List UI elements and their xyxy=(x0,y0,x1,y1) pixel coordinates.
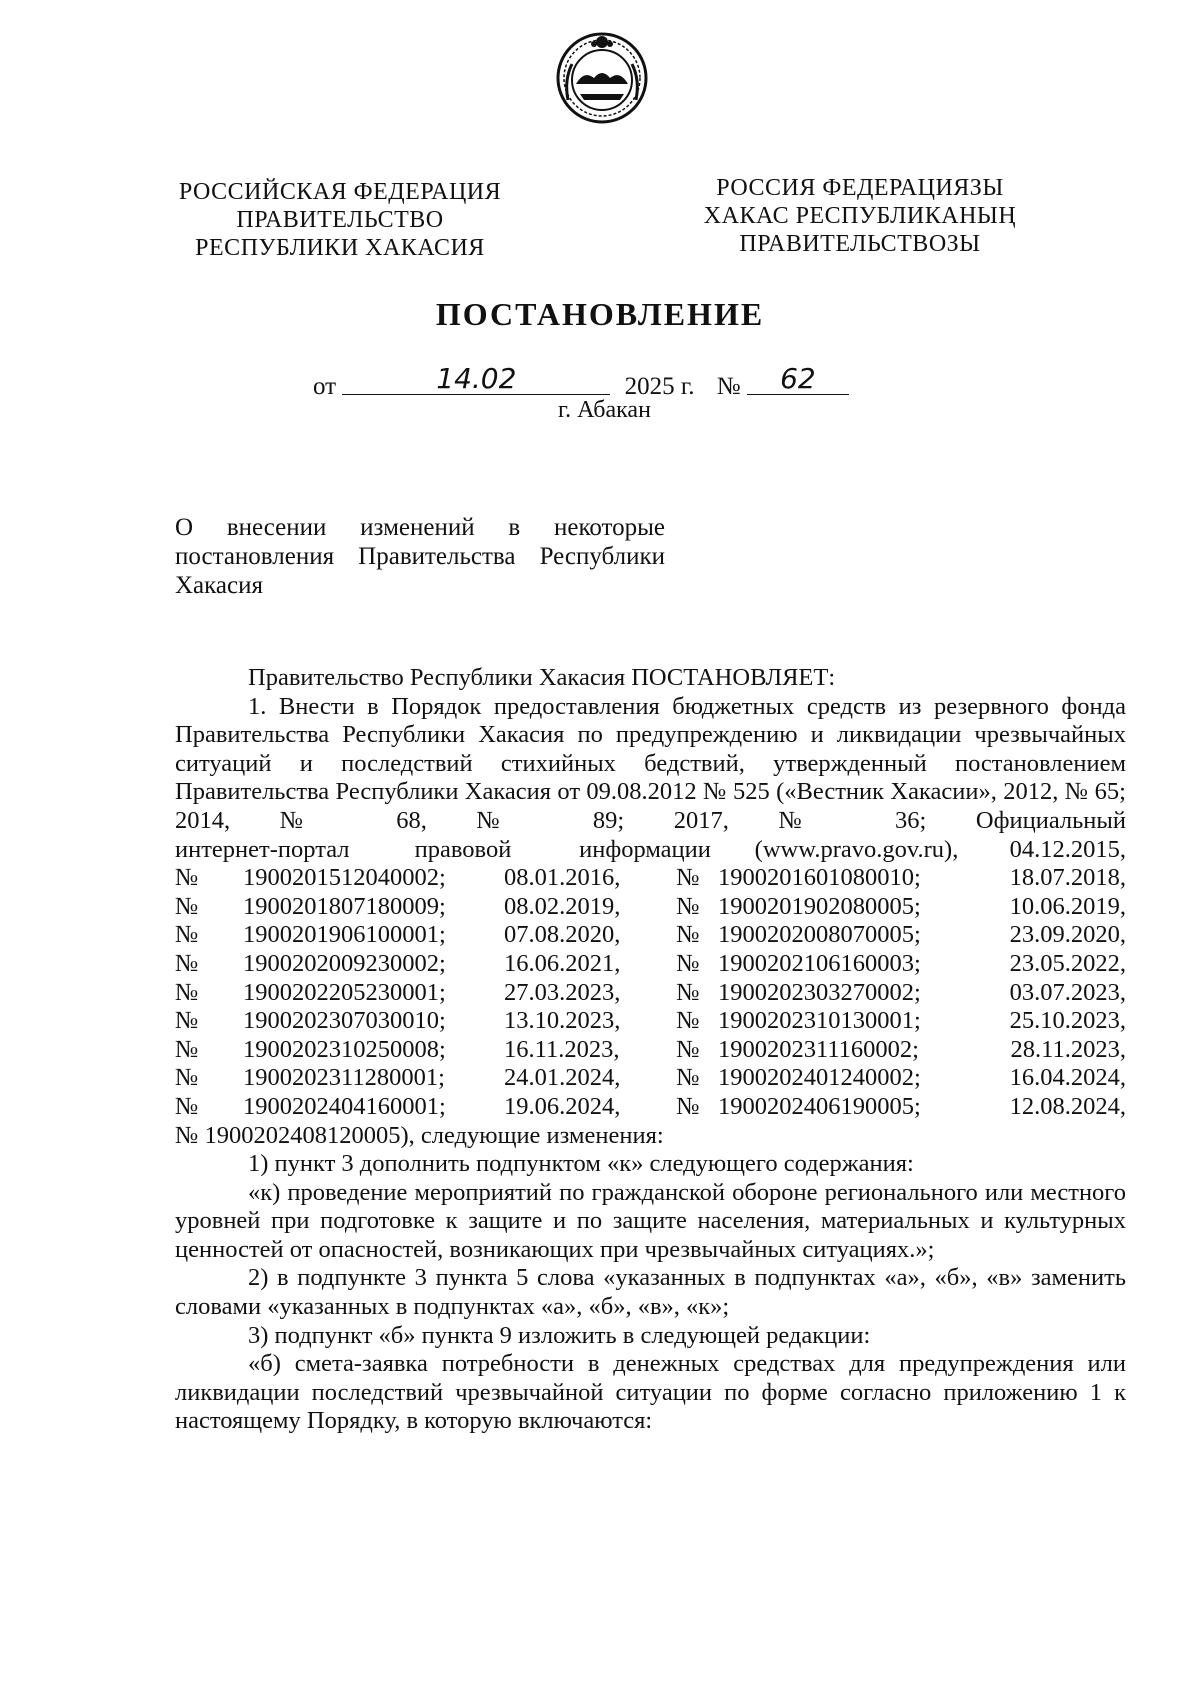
header-left-line3: РЕСПУБЛИКИ ХАКАСИЯ xyxy=(195,235,485,261)
date-field xyxy=(342,362,610,395)
registry-cell: 1900202310130001; xyxy=(718,1007,921,1035)
coat-of-arms-emblem xyxy=(554,30,650,126)
registry-cell: 25.10.2023, xyxy=(1009,1007,1126,1035)
registry-cell: 1900202303270002; xyxy=(718,978,921,1006)
registry-cell: № xyxy=(175,892,199,920)
registry-cell: № xyxy=(676,921,700,949)
registry-cell: № xyxy=(676,1064,700,1092)
registry-cell: 28.11.2023, xyxy=(1010,1035,1126,1063)
registry-cell: 07.08.2020, xyxy=(504,921,621,949)
registry-cell: 16.06.2021, xyxy=(504,949,621,977)
registry-cell: № xyxy=(676,892,700,920)
document-subject: О внесении изменений в некоторые постановления Правительства Республики Хакасия xyxy=(175,514,665,599)
portal-row xyxy=(175,836,1126,865)
registry-cell: № xyxy=(676,1007,700,1035)
registry-row xyxy=(175,893,1126,922)
registry-cell: 1900201512040002; xyxy=(243,864,446,892)
registry-cell: 1900202205230001; xyxy=(243,978,446,1006)
header-right-line3: ПРАВИТЕЛЬСТВОЗЫ xyxy=(739,231,981,257)
date-year: 2025 г. xyxy=(624,373,695,400)
registry-cell: № xyxy=(175,1064,199,1092)
registry-cell: 10.06.2019, xyxy=(1009,892,1126,920)
registry-cell: № xyxy=(175,949,199,977)
registry-cell: № xyxy=(175,1007,199,1035)
registry-cell: № xyxy=(676,949,700,977)
registry-cell: 1900201902080005; xyxy=(718,892,921,920)
subitem-1: 1) пункт 3 дополнить подпунктом «к» следующего содержания: xyxy=(248,1150,914,1178)
portal-cell: правовой xyxy=(414,835,512,863)
registry-row xyxy=(175,950,1126,979)
registry-cell: № xyxy=(676,864,700,892)
date-prefix: от xyxy=(313,373,337,400)
registry-tail: № 1900202408120005), следующие изменения: xyxy=(175,1121,664,1149)
registry-cell: 23.09.2020, xyxy=(1009,921,1126,949)
coat-of-arms-of-khakassia-icon xyxy=(554,30,650,126)
registry-cell: № xyxy=(676,978,700,1006)
registry-cell: 16.04.2024, xyxy=(1009,1064,1126,1092)
registry-cell: № xyxy=(175,864,199,892)
registry-cell: № xyxy=(175,921,199,949)
registry-cell: № xyxy=(175,1092,199,1120)
registry-cell: 27.03.2023, xyxy=(504,978,621,1006)
subitem-2: 2) в подпункте 3 пункта 5 слова «указанных в подпунктах «а», «б», «в» заменить словами «указанных в подпунктах «а», «б», «в», «к»; xyxy=(175,1264,1126,1321)
registry-cell: 1900201906100001; xyxy=(243,921,446,949)
subitem-1-text: «к) проведение мероприятий по гражданской обороне регионального или местного уровней при подготовке к защите и по защите населения, материальных и культурных ценностей от опасностей, возникающих при чрезвычайных ситуациях.»; xyxy=(175,1178,1126,1263)
registry-cell: 23.05.2022, xyxy=(1009,949,1126,977)
header-right-line1: РОССИЯ ФЕДЕРАЦИЯЗЫ xyxy=(716,175,1004,201)
registry-cell: 1900201807180009; xyxy=(243,892,446,920)
registry-row xyxy=(175,864,1126,893)
registry-cell: 1900202401240002; xyxy=(718,1064,921,1092)
subitem-3: 3) подпункт «б» пункта 9 изложить в следующей редакции: xyxy=(248,1321,871,1349)
number-handwritten: 62 xyxy=(780,362,816,395)
header-left-line1: РОССИЙСКАЯ ФЕДЕРАЦИЯ xyxy=(178,179,502,205)
preamble: Правительство Республики Хакасия ПОСТАНОВЛЯЕТ: xyxy=(248,664,836,691)
registry-cell: 12.08.2024, xyxy=(1009,1092,1126,1120)
registry-cell: № xyxy=(676,1035,700,1063)
header-right-line2: ХАКАС РЕСПУБЛИКАНЫҢ xyxy=(703,203,1017,229)
portal-cell: информации xyxy=(579,835,711,863)
registry-cell: 18.07.2018, xyxy=(1009,864,1126,892)
registry-cell: № xyxy=(175,978,199,1006)
header-left xyxy=(150,178,530,262)
registry-cell: 1900202307030010; xyxy=(243,1007,446,1035)
document-type-title: ПОСТАНОВЛЕНИЕ xyxy=(435,296,765,332)
registry-cell: 1900202009230002; xyxy=(243,949,446,977)
header-left-line2: ПРАВИТЕЛЬСТВО xyxy=(236,207,444,233)
registry-cell: 1900202406190005; xyxy=(718,1092,921,1120)
registry-row xyxy=(175,1093,1126,1122)
number-field xyxy=(747,362,849,395)
number-label: № xyxy=(716,373,741,400)
registry-cell: 1900202311160002; xyxy=(718,1035,919,1063)
registry-cell: 08.02.2019, xyxy=(504,892,621,920)
registry-cell: 24.01.2024, xyxy=(504,1064,621,1092)
portal-cell: (www.pravo.gov.ru), xyxy=(754,835,959,863)
registry-cell: № xyxy=(676,1092,700,1120)
registry-row xyxy=(175,979,1126,1008)
registry-cell: 1900202106160003; xyxy=(718,949,921,977)
subitem-3-text: «б) смета-заявка потребности в денежных средствах для предупреждения или ликвидации последствий чрезвычайной ситуации по форме согласно приложению 1 к настоящему Порядку, в которую включаются: xyxy=(175,1350,1126,1435)
registry-row xyxy=(175,921,1126,950)
registry-row xyxy=(175,1007,1126,1036)
portal-cell: 04.12.2015, xyxy=(1009,835,1126,863)
registry-cell: 1900202008070005; xyxy=(718,921,921,949)
registry-row xyxy=(175,1036,1126,1065)
registry-cell: 13.10.2023, xyxy=(504,1007,621,1035)
header-right xyxy=(670,174,1050,258)
registry-list xyxy=(175,864,1126,1121)
registry-cell: 16.11.2023, xyxy=(504,1035,620,1063)
document-body xyxy=(175,664,1126,1436)
city: г. Абакан xyxy=(558,397,651,423)
registry-cell: 19.06.2024, xyxy=(504,1092,621,1120)
registry-cell: 1900202310250008; xyxy=(243,1035,446,1063)
registry-cell: 1900201601080010; xyxy=(718,864,921,892)
date-handwritten: 14.02 xyxy=(436,362,517,395)
registry-cell: № xyxy=(175,1035,199,1063)
registry-row xyxy=(175,1064,1126,1093)
registry-cell: 1900202404160001; xyxy=(243,1092,446,1120)
registry-cell: 08.01.2016, xyxy=(504,864,621,892)
portal-cell: интернет-портал xyxy=(175,835,350,863)
registry-cell: 03.07.2023, xyxy=(1009,978,1126,1006)
registry-cell: 1900202311280001; xyxy=(243,1064,445,1092)
item-1-intro: 1. Внести в Порядок предоставления бюджетных средств из резервного фонда Правительства Республики Хакасия по предупреждению и ликвидации чрезвычайных ситуаций и последствий стихийных бедствий, утвержденный постановлением Правительства Республики Хакасия от 09.08.2012 № 525 («Вестник Хакасии», 2012, № 65; 2014, № 68, № 89; 2017, № 36; Официальный xyxy=(175,692,1126,834)
